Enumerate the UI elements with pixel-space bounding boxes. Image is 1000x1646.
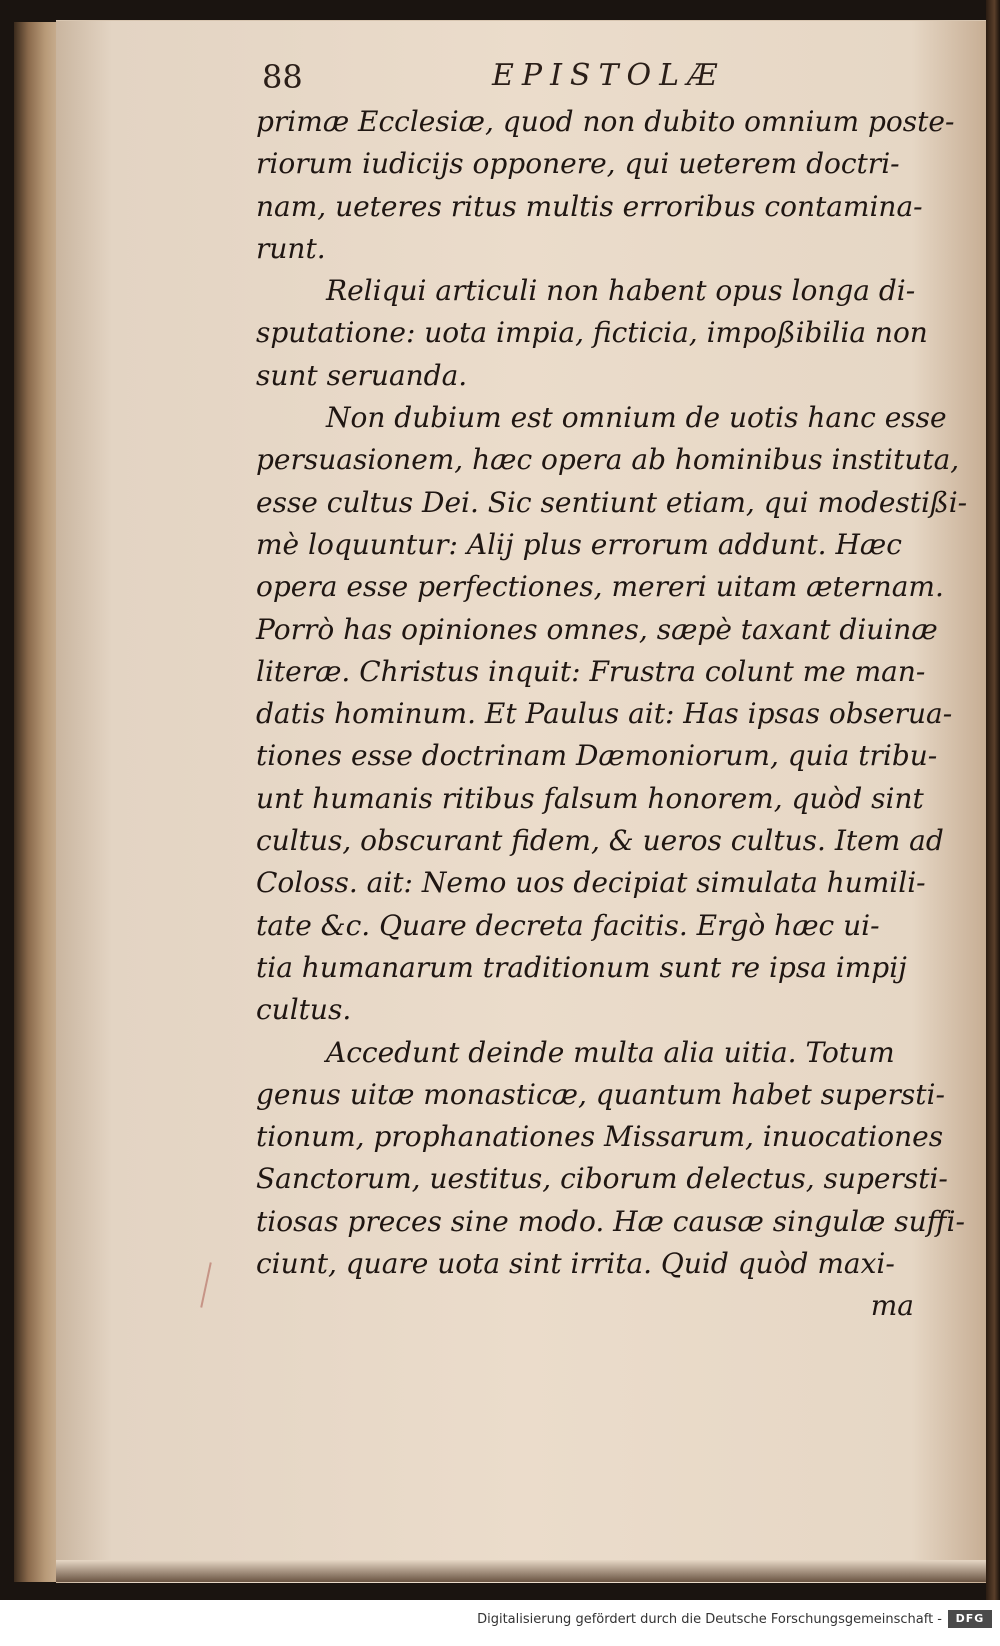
page-number: 88: [262, 58, 303, 96]
text-line: cultus, obscurant fidem, & ueros cultus. Item ad: [256, 824, 944, 858]
text-line: sputatione: uota impia, ficticia, impoßibilia non: [256, 316, 928, 350]
text-line: mè loquuntur: Alij plus errorum addunt. Hæc: [256, 527, 902, 561]
text-line: unt humanis ritibus falsum honorem, quòd sint: [256, 781, 924, 815]
text-line: tionum, prophanationes Missarum, inuocationes: [256, 1120, 944, 1154]
running-head: EPISTOLÆ: [492, 58, 726, 93]
text-line: runt.: [256, 231, 326, 265]
text-line: literæ. Christus inquit: Frustra colunt me man-: [256, 654, 926, 688]
page-header: [262, 58, 942, 102]
text-line: persuasionem, hæc opera ab hominibus instituta,: [256, 443, 960, 477]
text-line: tia humanarum traditionum sunt re ipsa impij: [256, 950, 907, 984]
text-line: riorum iudicijs opponere, qui ueterem doctri-: [256, 147, 900, 181]
text-line: sunt seruanda.: [256, 358, 468, 392]
text-line: ciunt, quare uota sint irrita. Quid quòd maxi-: [256, 1247, 895, 1281]
text-line: cultus.: [256, 993, 352, 1027]
footer-bar: [0, 1600, 1000, 1646]
book-edge-right: [986, 0, 1000, 1600]
text-line: genus uitæ monasticæ, quantum habet supersti-: [256, 1077, 945, 1111]
book-edge-left: [14, 22, 62, 1582]
text-line: Porrò has opiniones omnes, sæpè taxant diuinæ: [256, 612, 938, 646]
funding-credit: Digitalisierung gefördert durch die Deutsche Forschungsgemeinschaft -: [477, 1612, 942, 1627]
text-line: tiones esse doctrinam Dæmoniorum, quia tribu-: [256, 739, 938, 773]
text-line: tate &c. Quare decreta facitis. Ergò hæc ui-: [256, 908, 880, 942]
body-text: [256, 101, 968, 1328]
text-line: opera esse perfectiones, mereri uitam æternam.: [256, 570, 944, 604]
catchword: ma: [870, 1289, 914, 1323]
text-line: tiosas preces sine modo. Hæ causæ singulæ suffi-: [256, 1204, 965, 1238]
text-line: Coloss. ait: Nemo uos decipiat simulata humili-: [256, 866, 926, 900]
text-line: Non dubium est omnium de uotis hanc esse: [326, 401, 947, 435]
text-line: Sanctorum, uestitus, ciborum delectus, supersti-: [256, 1162, 948, 1196]
text-line: esse cultus Dei. Sic sentiunt etiam, qui modestißi-: [256, 485, 968, 519]
text-line: nam, ueteres ritus multis erroribus contamina-: [256, 189, 923, 223]
text-line: primæ Ecclesiæ, quod non dubito omnium poste-: [256, 105, 955, 138]
text-line: Reliqui articuli non habent opus longa di-: [326, 274, 916, 308]
text-line: Accedunt deinde multa alia uitia. Totum: [326, 1035, 895, 1069]
dfg-logo: DFG: [948, 1610, 992, 1628]
page-bottom-shadow: [56, 1560, 986, 1582]
text-line: datis hominum. Et Paulus ait: Has ipsas obserua-: [256, 697, 953, 731]
